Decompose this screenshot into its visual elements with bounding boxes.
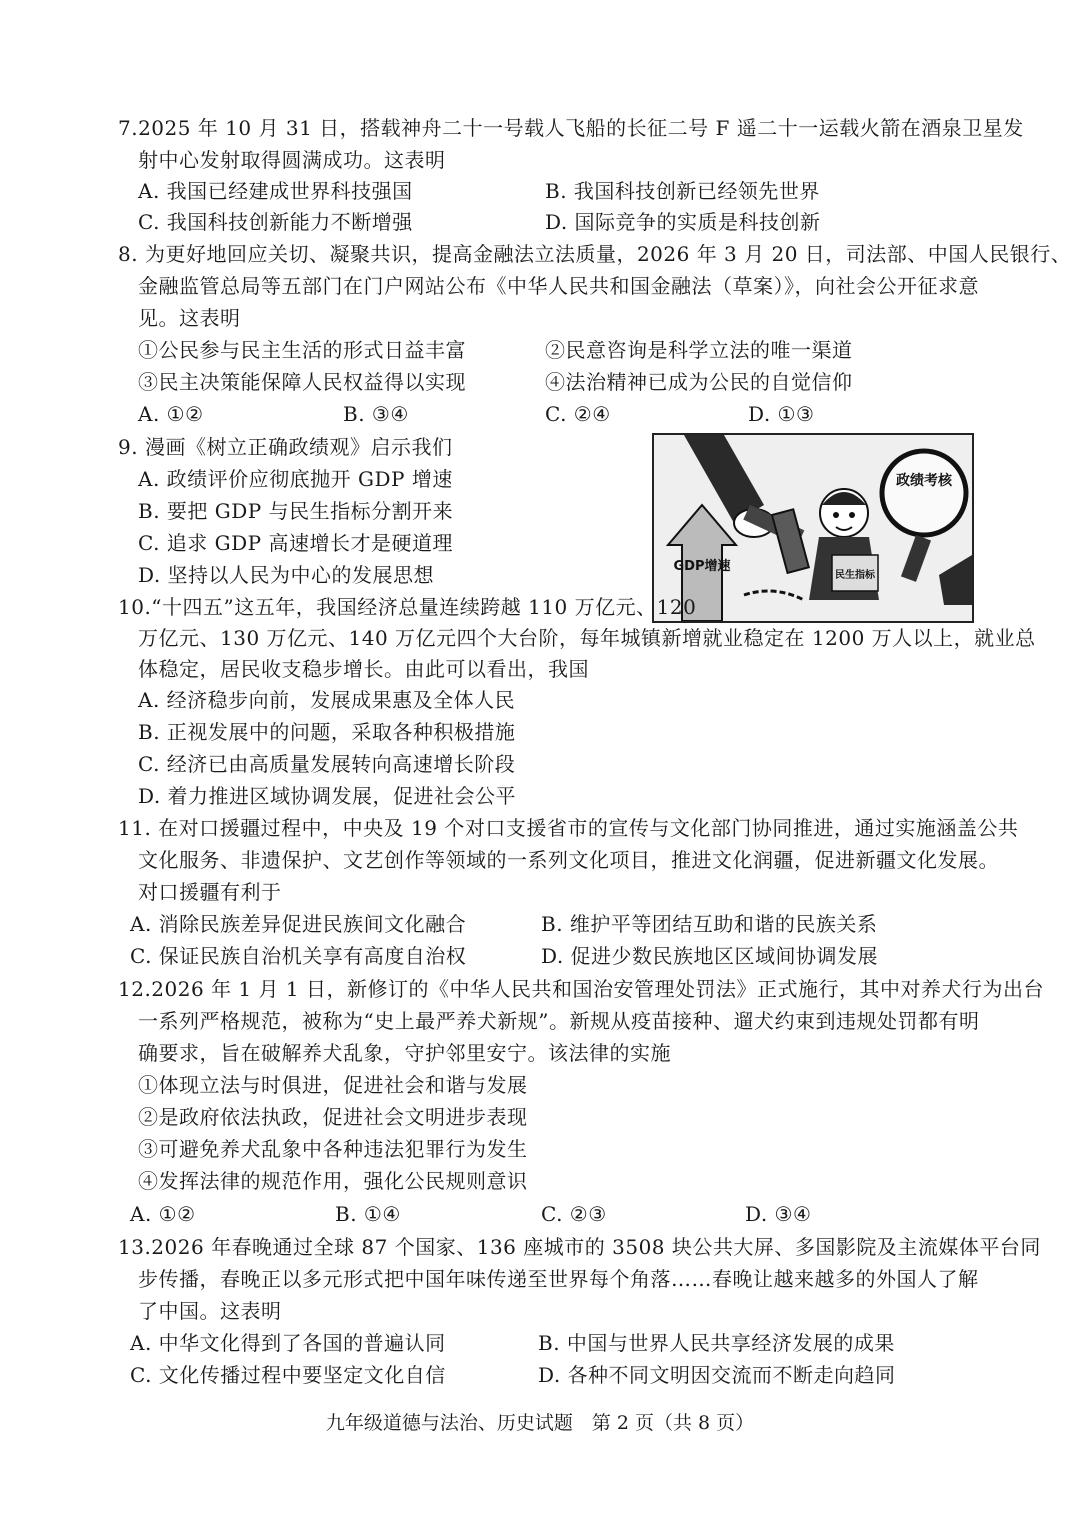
question-text-line: 12.2026 年 1 月 1 日，新修订的《中华人民共和国治安管理处罚法》正式施行，其中对养犬行为出台 [118,977,1044,1001]
political-cartoon [652,433,974,623]
gdp-arrow-label: GDP增速 [673,559,731,574]
option-b: B. 中国与世界人民共享经济发展的成果 [538,1331,895,1355]
statement-1: ①体现立法与时俱进，促进社会和谐与发展 [138,1073,528,1097]
statement-2: ②是政府依法执政，促进社会文明进步表现 [138,1105,528,1129]
option-b: B. ①④ [335,1202,401,1226]
option-b: B. 正视发展中的问题，采取各种积极措施 [138,720,516,744]
option-d: D. 着力推进区域协调发展，促进社会公平 [138,784,517,808]
question-text-line: 确要求，旨在破解养犬乱象，守护邻里安宁。该法律的实施 [138,1041,671,1065]
question-text-line: 体稳定，居民收支稳步增长。由此可以看出，我国 [138,657,589,681]
option-a: A. ①② [138,402,204,426]
question-text-line: 金融监管总局等五部门在门户网站公布《中华人民共和国金融法（草案）》，向社会公开征求意 [138,274,979,298]
option-a: A. 消除民族差异促进民族间文化融合 [130,912,467,936]
question-text-line: 13.2026 年春晚通过全球 87 个国家、136 座城市的 3508 块公共大屏、多国影院及主流媒体平台同 [118,1235,1041,1259]
question-text-line: 11. 在对口援疆过程中，中央及 19 个对口支援省市的宣传与文化部门协同推进，通过实施涵盖公共 [118,816,1019,840]
option-d: D. ①③ [748,402,815,426]
statement-4: ④发挥法律的规范作用，强化公民规则意识 [138,1169,528,1193]
question-text-line: 万亿元、130 万亿元、140 万亿元四个大台阶，每年城镇新增就业稳定在 1200 万人以上，就业总 [138,626,1036,650]
livelihood-indicator-label: 民生指标 [835,570,875,581]
option-b: B. ③④ [343,402,409,426]
option-c: C. 经济已由高质量发展转向高速增长阶段 [138,752,516,776]
statement-1: ①公民参与民主生活的形式日益丰富 [138,338,466,362]
question-text-line: 8. 为更好地回应关切、凝聚共识，提高金融法立法质量，2026 年 3 月 20 日，司法部、中国人民银行、 [118,242,1072,266]
question-text-line: 见。这表明 [138,306,241,330]
question-text-line: 9. 漫画《树立正确政绩观》启示我们 [118,435,453,459]
statement-3: ③可避免养犬乱象中各种违法犯罪行为发生 [138,1137,528,1161]
option-b: B. 我国科技创新已经领先世界 [545,179,820,203]
option-b: B. 维护平等团结互助和谐的民族关系 [541,912,878,936]
option-d: D. 坚持以人民为中心的发展思想 [138,563,435,587]
option-b: B. 要把 GDP 与民生指标分割开来 [138,499,454,523]
option-d: D. 促进少数民族地区区域间协调发展 [541,944,879,968]
question-text-line: 对口援疆有利于 [138,880,282,904]
question-text-line: 了中国。这表明 [138,1299,282,1323]
page-footer: 九年级道德与法治、历史试题 第 2 页（共 8 页） [325,1412,755,1434]
statement-2: ②民意咨询是科学立法的唯一渠道 [545,338,853,362]
option-d: D. ③④ [745,1202,812,1226]
option-a: A. ①② [130,1202,196,1226]
option-c: C. 保证民族自治机关享有高度自治权 [130,944,467,968]
question-text-line: 一系列严格规范，被称为“史上最严养犬新规”。新规从疫苗接种、遛犬约束到违规处罚都有明 [138,1009,980,1033]
question-text-line: 文化服务、非遗保护、文艺创作等领域的一系列文化项目，推进文化润疆，促进新疆文化发展。 [138,848,999,872]
statement-4: ④法治精神已成为公民的自觉信仰 [545,370,853,394]
question-text-line: 10.“十四五”这五年，我国经济总量连续跨越 110 万亿元、120 [118,595,697,619]
option-d: D. 国际竞争的实质是科技创新 [545,210,821,234]
option-c: C. 文化传播过程中要坚定文化自信 [130,1363,446,1387]
option-a: A. 中华文化得到了各国的普遍认同 [130,1331,446,1355]
question-text-line: 射中心发射取得圆满成功。这表明 [138,148,446,172]
option-a: A. 我国已经建成世界科技强国 [138,179,413,203]
option-a: A. 经济稳步向前，发展成果惠及全体人民 [138,688,516,712]
option-c: C. 追求 GDP 高速增长才是硬道理 [138,531,453,555]
statement-3: ③民主决策能保障人民权益得以实现 [138,370,466,394]
option-d: D. 各种不同文明因交流而不断走向趋同 [538,1363,896,1387]
option-c: C. 我国科技创新能力不断增强 [138,210,413,234]
question-text-line: 7.2025 年 10 月 31 日，搭载神舟二十一号载人飞船的长征二号 F 遥二十一运载火箭在酒泉卫星发 [118,116,1024,140]
cartoon-illustration [654,435,972,621]
option-a: A. 政绩评价应彻底抛开 GDP 增速 [138,467,453,491]
option-c: C. ②③ [541,1202,607,1226]
magnifier-label: 政绩考核 [896,473,952,489]
question-text-line: 步传播，春晚正以多元形式把中国年味传递至世界每个角落……春晚让越来越多的外国人了解 [138,1267,979,1291]
option-c: C. ②④ [545,402,611,426]
